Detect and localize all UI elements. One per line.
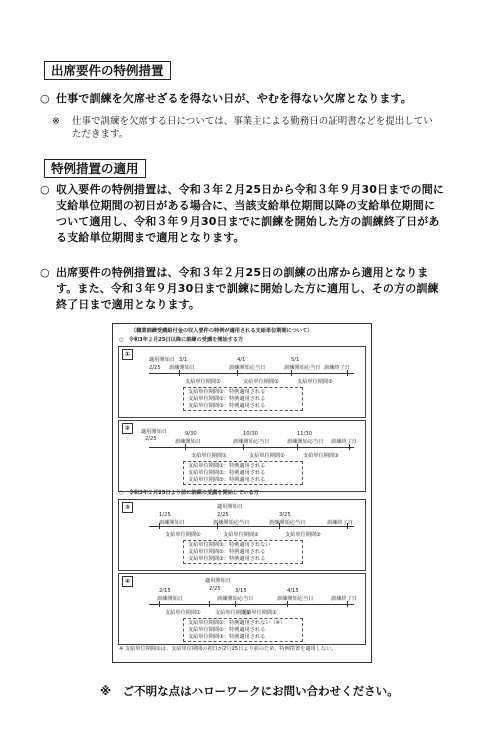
timeline-tick (159, 523, 160, 529)
timeline-label: 適用開始日 (205, 578, 231, 584)
case-number: ④ (122, 576, 133, 587)
timeline-case (118, 420, 366, 492)
timeline-label: 訓練開始日 (175, 439, 201, 445)
bullet: ○ (40, 266, 50, 279)
timeline-axis (149, 526, 354, 527)
income-requirement-text: 収入要件の特例措置は、令和３年２月25日から令和３年９月30日までの間に支給単位期間の初日がある場合に、当該支給単位期間以降の支給単位期間について適用し、令和３年９月30日までに訓練を開始した方の訓練終了日がある支給単位期間まで適用となります。 (56, 183, 445, 244)
application-status: 支給単位期間③：特例適用される (188, 634, 266, 640)
period-label: 支給単位期間① (165, 532, 201, 538)
note-mark: ※ (52, 116, 60, 127)
application-status-box (183, 618, 303, 642)
timeline-label: 5/1 (291, 357, 300, 363)
footer-note: ※ ご不明な点はハローワークにお問い合わせください。 (100, 684, 399, 698)
timeline-label: 訓練終了日 (331, 439, 357, 445)
timeline-tick (347, 523, 348, 529)
period-label: 支給単位期間② (223, 532, 259, 538)
timeline-tick (297, 444, 298, 450)
period-label: 支給単位期間① (185, 379, 221, 385)
timeline-axis (149, 447, 354, 448)
timeline-label: 適用開始日 (149, 357, 175, 363)
application-status-box (183, 540, 303, 564)
timeline-label: 訓練開始応当日 (217, 596, 254, 602)
timeline-label: 4/15 (287, 588, 299, 594)
timeline-case (118, 499, 366, 571)
timeline-label: 訓練開始日 (169, 365, 195, 371)
application-status: 支給単位期間①：特例適用されない (188, 542, 271, 548)
group2-title: ○ 令和3年２月25日より前に訓練の受講を開始している方 (119, 490, 259, 496)
timeline-label: 4/1 (237, 357, 246, 363)
application-status: 支給単位期間①：特例適用される (188, 389, 266, 395)
attendance-requirement-text: 出席要件の特例措置は、令和３年２月25日の訓練の出席から適用となります。また、令和３年９月30日まで訓練に開始した方に適用し、その方の訓練終了日まで適用となります。 (56, 266, 439, 311)
period-label: 支給単位期間③ (241, 610, 277, 616)
timeline-label: 11/30 (297, 431, 312, 437)
timeline-label: 3/1 (179, 357, 188, 363)
timeline-label: 2/25 (209, 586, 221, 592)
application-status-box (183, 387, 303, 411)
timeline-label: 訓練開始応当日 (284, 365, 321, 371)
case-number: ③ (122, 502, 133, 513)
application-status: 支給単位期間②：特例適用される (188, 549, 266, 555)
timeline-case (118, 573, 366, 645)
timeline-label: 訓練終了日 (324, 365, 350, 371)
period-label: 支給単位期間③ (297, 379, 333, 385)
application-status: 支給単位期間③：特例適用される (188, 477, 266, 483)
timeline-label: 訓練開始応当日 (287, 439, 324, 445)
application-status: 支給単位期間②：特例適用される (188, 470, 266, 476)
timeline-axis (149, 604, 354, 605)
bullet: ○ (40, 92, 50, 105)
timeline-label: 3/25 (279, 512, 291, 518)
timeline-tick (347, 370, 348, 376)
timeline-label: 2/25 (149, 365, 161, 371)
timeline-tick (235, 601, 236, 607)
application-status: 支給単位期間②：特例適用される (188, 627, 266, 633)
timeline-label: 訓練開始応当日 (277, 596, 314, 602)
timeline-figure (112, 323, 372, 663)
figure-footnote: ※ 支給単位期間①は、支給単位期間の初日が2月25日より前のため、特例措置を適用しない。 (119, 646, 337, 652)
period-label: 支給単位期間③ (285, 532, 321, 538)
timeline-label: 訓練開始応当日 (269, 520, 306, 526)
timeline-label: 適用開始日 (217, 504, 243, 510)
timeline-tick (185, 444, 186, 450)
timeline-label: 訓練開始応当日 (233, 439, 270, 445)
bullet: ○ (40, 183, 50, 196)
timeline-tick (279, 523, 280, 529)
timeline-label: 訓練終了日 (327, 520, 353, 526)
attendance-text: 仕事で訓練を欠席せざるを得ない日が、やむを得ない欠席となります。 (56, 92, 412, 105)
timeline-tick (217, 523, 218, 529)
figure-title: （職業訓練受講給付金の収入要件の特例が適用される支給単位期間について） (131, 328, 313, 334)
case-number: ② (122, 423, 133, 434)
section-heading-application: 特例措置の適用 (44, 159, 146, 178)
timeline-label: 10/30 (243, 431, 258, 437)
period-label: 支給単位期間② (249, 453, 285, 459)
timeline-tick (347, 601, 348, 607)
timeline-label: 2/25 (145, 436, 157, 442)
case-number: ① (122, 349, 133, 360)
application-status: 支給単位期間①：特例適用されない（※） (188, 620, 286, 626)
timeline-label: 2/25 (217, 512, 229, 518)
period-label: 支給単位期間② (243, 379, 279, 385)
timeline-tick (209, 601, 210, 607)
application-status-box (183, 461, 303, 485)
timeline-tick (243, 444, 244, 450)
period-label: 支給単位期間① (165, 610, 201, 616)
application-status: 支給単位期間②：特例適用される (188, 396, 266, 402)
application-status: 支給単位期間③：特例適用される (188, 556, 266, 562)
timeline-label: 訓練開始日 (157, 596, 183, 602)
timeline-label: 1/25 (159, 512, 171, 518)
timeline-label: 適用開始日 (141, 429, 167, 435)
timeline-tick (349, 444, 350, 450)
timeline-tick (159, 601, 160, 607)
application-status: 支給単位期間①：特例適用される (188, 463, 266, 469)
timeline-case (118, 346, 366, 418)
section-heading-attendance: 出席要件の特例措置 (44, 61, 171, 80)
timeline-tick (287, 601, 288, 607)
period-label: 支給単位期間① (191, 453, 227, 459)
timeline-tick (179, 370, 180, 376)
application-status: 支給単位期間③：特例適用される (188, 403, 266, 409)
group1-title: ○ 令和3年２月25日以降に訓練の受講を開始する方 (119, 337, 244, 343)
timeline-label: 訓練開始日 (159, 520, 185, 526)
note-text: 仕事で訓練を欠席する日については、事業主による勤務日の証明書などを提出していただきます。 (72, 116, 433, 140)
timeline-tick (291, 370, 292, 376)
timeline-label: 訓練終了日 (331, 596, 357, 602)
period-label: 支給単位期間③ (303, 453, 339, 459)
timeline-tick (237, 370, 238, 376)
timeline-label: 2/15 (159, 588, 171, 594)
timeline-label: 3/15 (235, 588, 247, 594)
timeline-label: 訓練開始応当日 (213, 520, 250, 526)
timeline-label: 9/30 (185, 431, 197, 437)
timeline-label: 訓練開始応当日 (229, 365, 266, 371)
period-label: 支給単位期間② (215, 610, 251, 616)
